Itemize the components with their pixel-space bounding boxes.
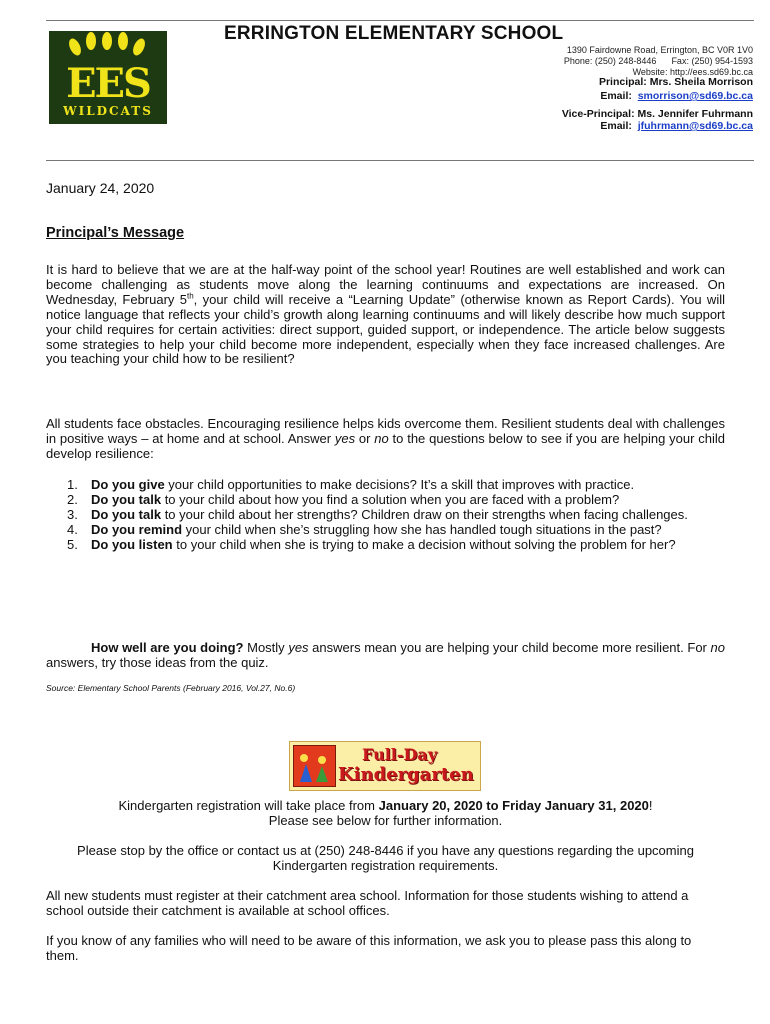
question-lead: Do you talk (91, 491, 162, 507)
principal-email-line (600, 90, 753, 103)
question-number: 1. (67, 477, 78, 492)
vice-email-link[interactable]: jfuhrmann@sd69.bc.ca (637, 120, 753, 132)
banner-line2: Kindergarten (338, 764, 474, 785)
registration-line1: Kindergarten registration will take place from January 20, 2020 to Friday January 31, 2020! (118, 798, 653, 813)
question-number: 5. (67, 536, 78, 552)
fax: Fax: (250) 954-1593 (671, 56, 753, 66)
svg-text:EES: EES (66, 60, 150, 106)
question-number: 2. (67, 491, 78, 507)
question-item (46, 523, 725, 538)
kindergarten-banner-art (293, 745, 336, 787)
principal-email-label: Email: (600, 90, 632, 102)
paragraph-intro: It is hard to believe that we are at the half-way point of the school year! Routines are well established and work can become challenging as students move along the learning continuums and expectations are increased. On Wednesday, February 5th, your child will receive a “Learning Update” (otherwise known as Report Cards). You will notice language that reflects your child’s growth along learning continuums and will likely describe how much support your child requires for certain activities: direct support, guided support, or independence. The article below suggests some strategies to help your child become more independent, especially when they face increased challenges. Are you teaching your child how to be resilient? (46, 262, 725, 367)
question-item (46, 493, 725, 508)
website: Website: http://ees.sd69.bc.ca (632, 67, 753, 77)
paw-print-icon (49, 31, 167, 106)
vice-email-label: Email: (600, 120, 632, 132)
question-lead: Do you remind (91, 521, 183, 537)
question-text: your child when she’s struggling how she has handled tough situations in the past? (182, 521, 662, 537)
catchment-paragraph: All new students must register at their catchment area school. Information for those students wishing to attend a school outside their catchment is available at school offices. (46, 888, 689, 918)
source-citation: Source: Elementary School Parents (February 2016, Vol.27, No.6) (46, 683, 296, 693)
logo-text: WILDCATS (63, 104, 153, 118)
header-rule (46, 160, 754, 161)
principal-email-link[interactable]: smorrison@sd69.bc.ca (637, 90, 753, 102)
question-text: to your child about her strengths? Children draw on their strengths when facing challenges. (161, 506, 688, 522)
school-logo (49, 31, 167, 124)
question-item (46, 478, 725, 493)
paragraph-resilience: All students face obstacles. Encouraging resilience helps kids overcome them. Resilient students deal with challenges in positive ways – at home and at school. Answer yes or no to the questions below to see if you are helping your child develop resilience: (46, 416, 725, 461)
principal: Principal: Mrs. Sheila Morrison (598, 76, 753, 88)
contact-paragraph: Please stop by the office or contact us at (250) 248-8446 if you have any questions regarding the upcoming Kindergarten registration requirements. (77, 843, 694, 873)
registration-line2: Please see below for further information. (268, 813, 503, 828)
banner-line1: Full-Day (362, 745, 438, 764)
question-lead: Do you give (91, 477, 165, 492)
top-rule (46, 20, 754, 21)
question-item (46, 538, 725, 553)
question-text: to your child about how you find a solution when you are faced with a problem? (161, 491, 620, 507)
question-number: 3. (67, 506, 78, 522)
vice-email-line (600, 120, 753, 133)
section-heading: Principal’s Message (46, 225, 185, 241)
question-number: 4. (67, 521, 78, 537)
school-name: ERRINGTON ELEMENTARY SCHOOL (224, 23, 564, 44)
vice-principal: Vice-Principal: Ms. Jennifer Fuhrmann (561, 108, 753, 120)
phone-fax (564, 56, 753, 66)
question-list (46, 478, 725, 553)
pass-along-paragraph: If you know of any families who will need to be aware of this information, we ask you to please pass this along to them. (46, 933, 692, 963)
address: 1390 Fairdowne Road, Errington, BC V0R 1V0 (566, 45, 753, 55)
paragraph-result: How well are you doing? Mostly yes answers mean you are helping your child become more resilient. For no answers, try those ideas from the quiz. (46, 640, 725, 670)
question-lead: Do you listen (91, 536, 173, 552)
question-item (46, 508, 725, 523)
kindergarten-banner (289, 741, 481, 791)
question-lead: Do you talk (91, 506, 162, 522)
phone: Phone: (250) 248-8446 (563, 56, 657, 66)
question-text: to your child when she is trying to make a decision without solving the problem for her? (172, 536, 676, 552)
letter-date: January 24, 2020 (46, 180, 155, 196)
question-text: your child opportunities to make decisions? It’s a skill that improves with practice. (164, 477, 635, 492)
